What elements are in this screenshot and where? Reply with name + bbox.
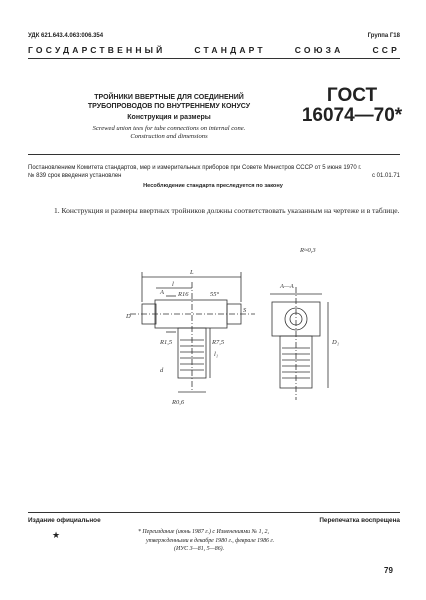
dim-l-top: L (190, 269, 194, 276)
gost-label: ГОСТ (326, 85, 378, 106)
title-rule (28, 154, 400, 155)
dim-s: S (243, 307, 247, 314)
header-rule (28, 58, 400, 59)
dim-angle: 55° (210, 291, 220, 298)
gost-code: 16074—70* (301, 105, 403, 126)
decree-line1: Постановлением Комитета стандартов, мер и измерительных приборов при Совете Министров СССР от 5 июня 1970 г. (28, 165, 362, 171)
footer-reprint: Перепечатка воспрещена (319, 517, 400, 524)
title-en (64, 125, 274, 141)
standard-word-2: СТАНДАРТ (194, 45, 266, 55)
section-label: A—A (280, 283, 294, 290)
group-code: Группа Г18 (367, 33, 400, 39)
title-ru-line2: ТРУБОПРОВОДОВ ПО ВНУТРЕННЕМУ КОНУСУ (87, 103, 251, 110)
technical-drawing (60, 232, 380, 422)
law-warning: Несоблюдение стандарта преследуется по закону (143, 183, 283, 189)
title-en-line2: Construction and dimensions (130, 133, 208, 140)
header-row (28, 33, 400, 39)
note-line3: (ИУС 3—81, 5—86). (174, 546, 225, 552)
page-number: 79 (384, 566, 393, 575)
tee-body-side (130, 272, 255, 392)
dim-l1-vertical: l₁ (214, 351, 219, 358)
footer-official: Издание официальное (28, 517, 101, 524)
title-ru-line1: ТРОЙНИКИ ВВЕРТНЫЕ ДЛЯ СОЕДИНЕНИЙ (94, 94, 244, 101)
dim-d1: D₁ (332, 339, 339, 346)
note-line2: утвержденными в декабре 1980 г., феврале 1986 г. (146, 537, 275, 544)
standard-word-3: СОЮЗА (294, 45, 344, 55)
note-line1: * Переиздание (июнь 1987 г.) с Изменениями № 1, 2, (138, 529, 269, 535)
standard-word-1: ГОСУДАРСТВЕННЫЙ (28, 45, 166, 55)
state-standard-line (28, 45, 400, 55)
dim-r16: R16 (178, 291, 189, 298)
dim-r75: R7,5 (212, 339, 225, 346)
decree-block (28, 164, 400, 180)
star-mark: ★ (52, 530, 61, 540)
paragraph-1: 1. Конструкция и размеры ввертных тройников должны соответствовать указанным на чертеже и в таблице. (54, 206, 400, 215)
title-block (64, 93, 274, 141)
gost-number (300, 86, 404, 126)
decree-line2: № 839 срок введения установлен (28, 173, 122, 179)
section-mark-a: A (160, 289, 164, 296)
title-en-line1: Screwed union tees for tube connections on internal cone. (92, 125, 246, 132)
section-view (270, 287, 328, 400)
dim-r06: R0,6 (172, 399, 185, 406)
udk-code: УДК 621.643.4.063:006.354 (28, 33, 104, 39)
dim-r15: R1,5 (160, 339, 173, 346)
decree-date: с 01.01.71 (371, 173, 400, 179)
dim-thread-d: d (160, 367, 164, 374)
footer-rule (28, 512, 400, 513)
reissue-note (138, 528, 358, 554)
title-ru-sub: Конструкция и размеры (127, 114, 211, 121)
dim-r03: R≈0,3 (300, 247, 316, 254)
dim-l1: l (172, 281, 174, 288)
standard-word-4: ССР (372, 45, 400, 55)
dim-d: D (126, 313, 131, 320)
